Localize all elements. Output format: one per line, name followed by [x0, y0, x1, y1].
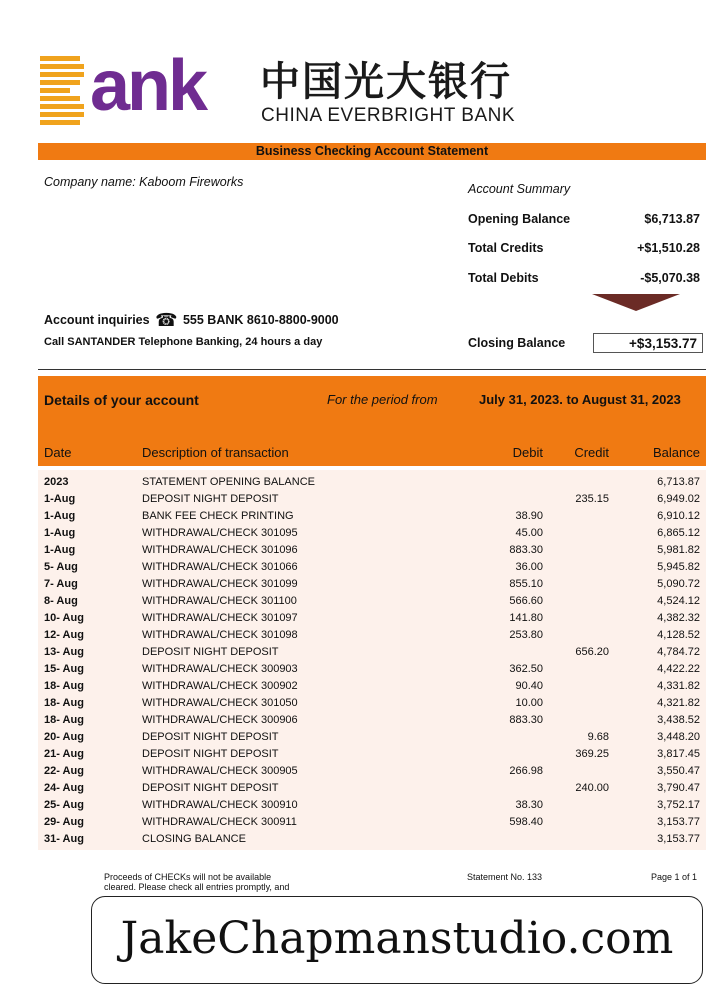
tx-date: 22- Aug	[44, 765, 84, 777]
col-credit: Credit	[574, 445, 609, 460]
table-row	[38, 593, 706, 610]
tx-description: CLOSING BALANCE	[142, 833, 246, 845]
tx-description: WITHDRAWAL/CHECK 301098	[142, 629, 298, 641]
tx-balance: 3,550.47	[657, 765, 700, 777]
tx-date: 10- Aug	[44, 612, 84, 624]
tx-date: 18- Aug	[44, 680, 84, 692]
tx-balance: 6,713.87	[657, 476, 700, 488]
tx-date: 1-Aug	[44, 510, 76, 522]
tx-balance: 3,153.77	[657, 833, 700, 845]
divider	[38, 369, 706, 370]
tx-description: WITHDRAWAL/CHECK 301095	[142, 527, 298, 539]
footer-note	[104, 872, 334, 892]
tx-description: WITHDRAWAL/CHECK 300911	[142, 816, 297, 828]
table-row	[38, 797, 706, 814]
tx-debit: 90.40	[515, 680, 543, 692]
table-row	[38, 780, 706, 797]
closing-balance-label: Closing Balance	[468, 336, 566, 350]
tx-debit: 362.50	[509, 663, 543, 675]
tx-debit: 38.90	[515, 510, 543, 522]
transactions-table	[38, 470, 706, 850]
statement-number: Statement No. 133	[467, 872, 543, 882]
tx-credit: 235.15	[575, 493, 609, 505]
tx-description: DEPOSIT NIGHT DEPOSIT	[142, 782, 279, 794]
footer-note-line: Proceeds of CHECKs will not be available	[104, 872, 272, 882]
table-row	[38, 542, 706, 559]
telephone-icon: ☎	[155, 310, 178, 330]
tx-date: 25- Aug	[44, 799, 84, 811]
tx-debit: 598.40	[509, 816, 543, 828]
tx-debit: 883.30	[509, 714, 543, 726]
tx-balance: 4,784.72	[657, 646, 700, 658]
table-row	[38, 508, 706, 525]
total-credits-value: +$1,510.28	[637, 241, 700, 255]
logo-b-mark	[40, 56, 84, 124]
tx-credit: 656.20	[575, 646, 609, 658]
statement-title: Business Checking Account Statement	[38, 143, 706, 160]
tx-balance: 5,981.82	[657, 544, 700, 556]
inquiries-note: Call SANTANDER Telephone Banking, 24 hours a day	[44, 336, 323, 348]
col-description: Description of transaction	[142, 445, 289, 460]
tx-date: 2023	[44, 476, 69, 488]
tx-date: 1-Aug	[44, 544, 76, 556]
tx-description: WITHDRAWAL/CHECK 301100	[142, 595, 297, 607]
tx-description: BANK FEE CHECK PRINTING	[142, 510, 294, 522]
logo-word: ank	[90, 46, 206, 126]
tx-date: 31- Aug	[44, 833, 84, 845]
table-row	[38, 627, 706, 644]
tx-balance: 4,321.82	[657, 697, 700, 709]
tx-date: 21- Aug	[44, 748, 84, 760]
tx-balance: 3,817.45	[657, 748, 700, 760]
period-range: July 31, 2023. to August 31, 2023	[479, 392, 681, 407]
tx-description: DEPOSIT NIGHT DEPOSIT	[142, 748, 279, 760]
table-row	[38, 610, 706, 627]
tx-balance: 4,422.22	[657, 663, 700, 675]
inquiries-label: Account inquiries	[44, 313, 150, 327]
col-debit: Debit	[512, 445, 543, 460]
opening-balance-row	[468, 212, 700, 226]
tx-description: WITHDRAWAL/CHECK 300906	[142, 714, 298, 726]
tx-debit: 141.80	[509, 612, 543, 624]
table-row	[38, 746, 706, 763]
tx-balance: 4,382.32	[657, 612, 700, 624]
tx-date: 1-Aug	[44, 493, 76, 505]
tx-date: 20- Aug	[44, 731, 84, 743]
table-row	[38, 712, 706, 729]
company-name: Company name: Kaboom Fireworks	[44, 175, 244, 189]
total-debits-label: Total Debits	[468, 271, 539, 285]
tx-balance: 4,331.82	[657, 680, 700, 692]
tx-balance: 3,752.17	[657, 799, 700, 811]
tx-credit: 9.68	[587, 731, 609, 743]
tx-description: WITHDRAWAL/CHECK 301097	[142, 612, 298, 624]
table-row	[38, 814, 706, 831]
table-row	[38, 678, 706, 695]
table-row	[38, 695, 706, 712]
tx-description: WITHDRAWAL/CHECK 300910	[142, 799, 298, 811]
table-row	[38, 644, 706, 661]
tx-debit: 883.30	[509, 544, 543, 556]
bank-logo	[40, 46, 220, 126]
tx-description: STATEMENT OPENING BALANCE	[142, 476, 315, 488]
details-header	[38, 376, 706, 466]
tx-balance: 5,090.72	[657, 578, 700, 590]
tx-date: 1-Aug	[44, 527, 76, 539]
account-inquiries	[44, 310, 339, 331]
tx-date: 12- Aug	[44, 629, 84, 641]
tx-description: WITHDRAWAL/CHECK 300902	[142, 680, 298, 692]
tx-balance: 4,524.12	[657, 595, 700, 607]
account-summary-label: Account Summary	[468, 182, 571, 196]
tx-description: WITHDRAWAL/CHECK 300903	[142, 663, 298, 675]
tx-balance: 4,128.52	[657, 629, 700, 641]
tx-credit: 240.00	[575, 782, 609, 794]
tx-description: DEPOSIT NIGHT DEPOSIT	[142, 646, 279, 658]
tx-date: 8- Aug	[44, 595, 78, 607]
total-debits-row	[468, 271, 700, 285]
tx-date: 29- Aug	[44, 816, 84, 828]
tx-date: 5- Aug	[44, 561, 78, 573]
table-row	[38, 525, 706, 542]
table-row	[38, 576, 706, 593]
table-row	[38, 661, 706, 678]
inquiries-number: 555 BANK 8610-8800-9000	[182, 313, 339, 327]
tx-balance: 3,448.20	[657, 731, 700, 743]
table-row	[38, 729, 706, 746]
tx-debit: 253.80	[509, 629, 543, 641]
tx-debit: 855.10	[509, 578, 543, 590]
tx-description: WITHDRAWAL/CHECK 301050	[142, 697, 298, 709]
tx-balance: 3,153.77	[657, 816, 700, 828]
table-row	[38, 491, 706, 508]
tx-balance: 5,945.82	[657, 561, 700, 573]
tx-description: WITHDRAWAL/CHECK 301096	[142, 544, 298, 556]
tx-debit: 36.00	[515, 561, 543, 573]
table-row	[38, 831, 706, 848]
tx-date: 13- Aug	[44, 646, 84, 658]
tx-date: 18- Aug	[44, 697, 84, 709]
tx-debit: 566.60	[509, 595, 543, 607]
details-title: Details of your account	[44, 392, 199, 408]
col-date: Date	[44, 445, 72, 460]
table-row	[38, 474, 706, 491]
tx-description: WITHDRAWAL/CHECK 300905	[142, 765, 298, 777]
bank-name-cn: 中国光大银行	[260, 59, 512, 105]
table-row	[38, 763, 706, 780]
tx-balance: 3,438.52	[657, 714, 700, 726]
tx-date: 18- Aug	[44, 714, 84, 726]
period-label: For the period from	[327, 392, 438, 407]
page-number: Page 1 of 1	[651, 872, 698, 882]
total-credits-label: Total Credits	[468, 241, 544, 255]
tx-date: 24- Aug	[44, 782, 84, 794]
total-credits-row	[468, 241, 700, 255]
tx-balance: 3,790.47	[657, 782, 700, 794]
tx-debit: 38.30	[515, 799, 543, 811]
col-balance: Balance	[653, 445, 700, 460]
footer-note-line: cleared. Please check all entries promptly, and	[104, 882, 290, 892]
tx-description: WITHDRAWAL/CHECK 301099	[142, 578, 298, 590]
tx-description: DEPOSIT NIGHT DEPOSIT	[142, 731, 279, 743]
watermark-text: JakeChapmanstudio.com	[120, 913, 674, 964]
tx-balance: 6,865.12	[657, 527, 700, 539]
tx-description: WITHDRAWAL/CHECK 301066	[142, 561, 298, 573]
tx-date: 7- Aug	[44, 578, 78, 590]
tx-debit: 10.00	[515, 697, 543, 709]
tx-credit: 369.25	[575, 748, 609, 760]
tx-debit: 45.00	[515, 527, 543, 539]
down-arrow-icon	[592, 294, 680, 311]
closing-balance-value: +$3,153.77	[593, 333, 703, 353]
opening-balance-value: $6,713.87	[644, 212, 700, 226]
opening-balance-label: Opening Balance	[468, 212, 571, 226]
total-debits-value: -$5,070.38	[640, 271, 700, 285]
tx-balance: 6,910.12	[657, 510, 700, 522]
tx-description: DEPOSIT NIGHT DEPOSIT	[142, 493, 279, 505]
tx-debit: 266.98	[509, 765, 543, 777]
tx-date: 15- Aug	[44, 663, 84, 675]
bank-name-en: CHINA EVERBRIGHT BANK	[261, 105, 516, 126]
watermark	[91, 896, 703, 984]
tx-balance: 6,949.02	[657, 493, 700, 505]
table-row	[38, 559, 706, 576]
